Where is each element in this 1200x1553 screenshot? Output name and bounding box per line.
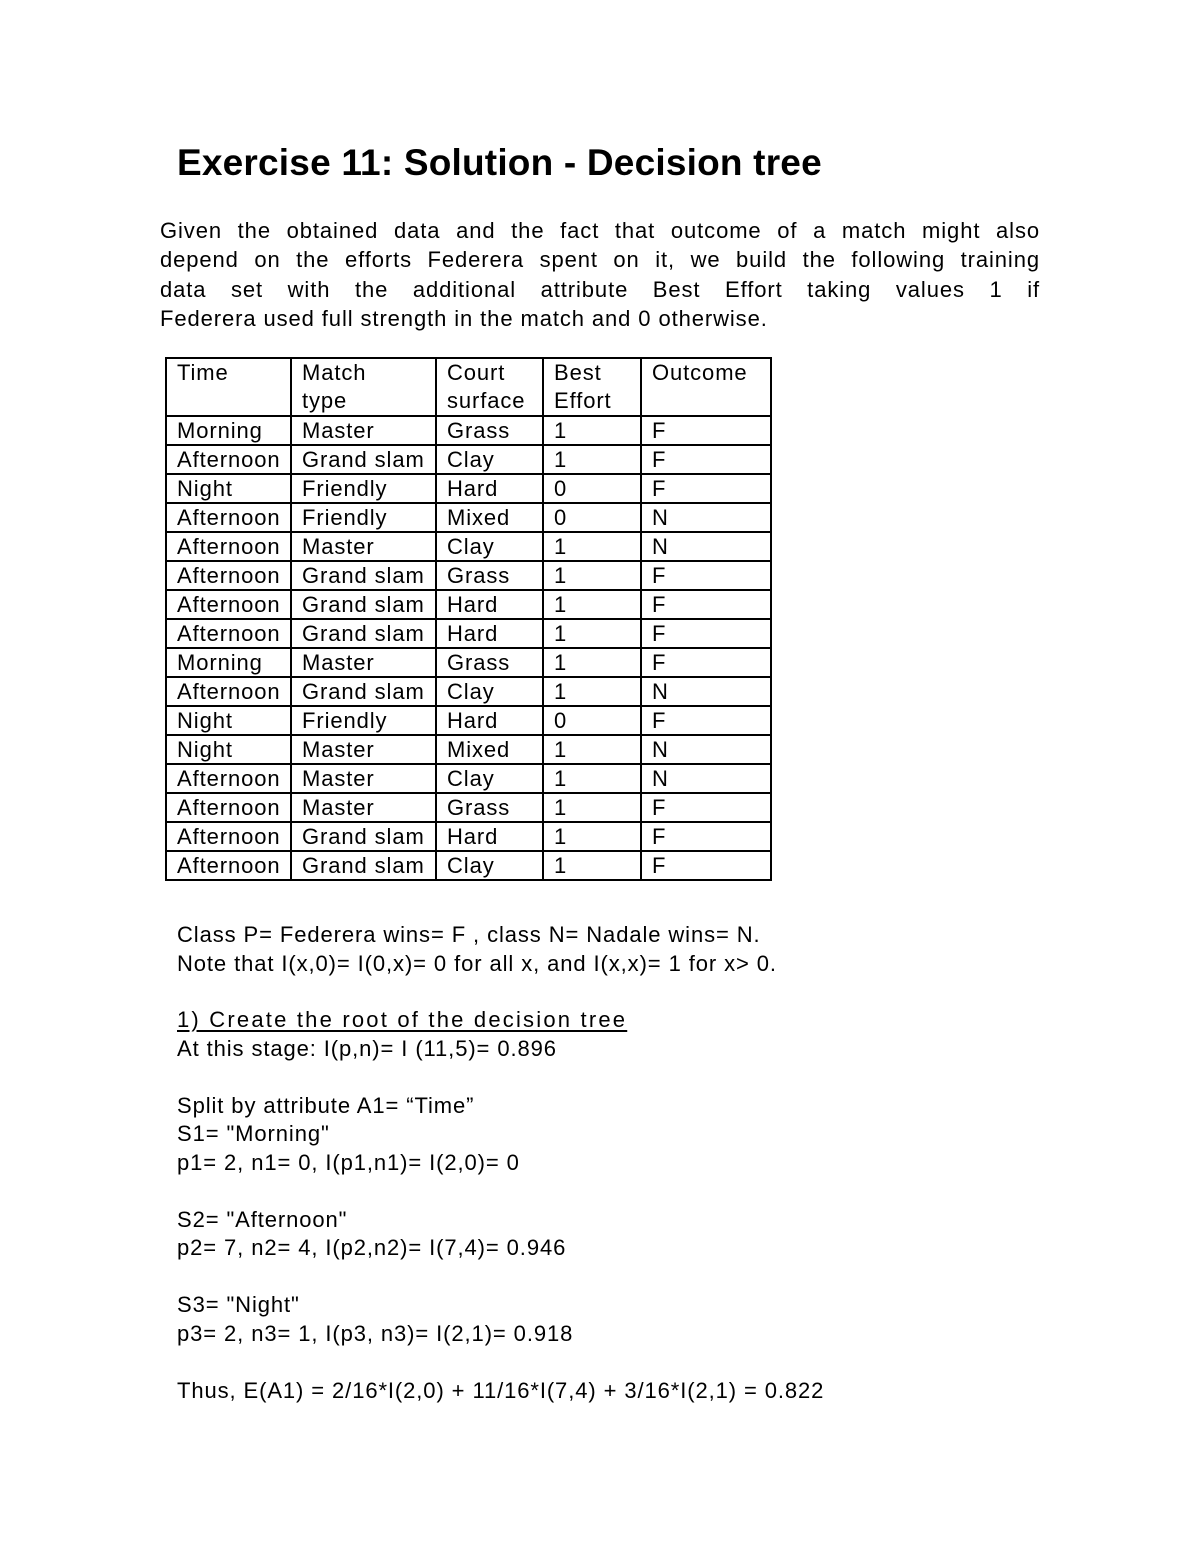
table-row — [166, 590, 771, 619]
court-surface-cell: Clay — [436, 677, 543, 706]
court-surface-cell: Mixed — [436, 735, 543, 764]
court-surface-cell: Hard — [436, 619, 543, 648]
training-data-table — [165, 357, 772, 881]
outcome-cell: F — [641, 793, 771, 822]
match-type-cell: Master — [291, 735, 436, 764]
best-effort-cell: 1 — [543, 619, 641, 648]
time-cell: Afternoon — [166, 445, 291, 474]
match-type-cell: Master — [291, 793, 436, 822]
outcome-cell: F — [641, 561, 771, 590]
best-effort-cell: 0 — [543, 503, 641, 532]
outcome-cell: N — [641, 735, 771, 764]
entropy-note: Note that I(x,0)= I(0,x)= 0 for all x, and I(x,x)= 1 for x> 0. — [177, 950, 777, 976]
time-cell: Afternoon — [166, 851, 291, 880]
stage-info: At this stage: I(p,n)= I (11,5)= 0.896 — [177, 1035, 557, 1061]
header-outcome: Outcome — [641, 358, 771, 416]
expected-entropy: Thus, E(A1) = 2/16*I(2,0) + 11/16*I(7,4) + 3/16*I(2,1) = 0.822 — [177, 1377, 825, 1403]
best-effort-cell: 1 — [543, 851, 641, 880]
best-effort-cell: 1 — [543, 590, 641, 619]
outcome-cell: F — [641, 590, 771, 619]
intro-paragraph — [160, 216, 1040, 333]
match-type-cell: Master — [291, 416, 436, 445]
time-cell: Afternoon — [166, 619, 291, 648]
best-effort-cell: 1 — [543, 416, 641, 445]
outcome-cell: N — [641, 503, 771, 532]
subset-s1-values: p1= 2, n1= 0, I(p1,n1)= I(2,0)= 0 — [177, 1149, 520, 1175]
court-surface-cell: Clay — [436, 532, 543, 561]
time-cell: Afternoon — [166, 561, 291, 590]
match-type-cell: Grand slam — [291, 822, 436, 851]
match-type-cell: Grand slam — [291, 561, 436, 590]
time-cell: Night — [166, 474, 291, 503]
table-row — [166, 793, 771, 822]
intro-line: Federera used full strength in the match and 0 otherwise. — [160, 305, 768, 331]
match-type-cell: Grand slam — [291, 851, 436, 880]
time-cell: Afternoon — [166, 590, 291, 619]
split-attribute: Split by attribute A1= “Time” — [177, 1092, 475, 1118]
match-type-cell: Friendly — [291, 503, 436, 532]
intro-line: data set with the additional attribute Best Effort taking values 1 if — [160, 276, 1040, 302]
best-effort-cell: 1 — [543, 822, 641, 851]
outcome-cell: F — [641, 822, 771, 851]
table-row — [166, 416, 771, 445]
best-effort-cell: 1 — [543, 648, 641, 677]
page-title: Exercise 11: Solution - Decision tree — [177, 142, 822, 183]
court-surface-cell: Hard — [436, 590, 543, 619]
time-cell: Afternoon — [166, 793, 291, 822]
header-match-type: Match type — [291, 358, 436, 416]
section-heading: 1) Create the root of the decision tree — [177, 1007, 628, 1032]
court-surface-cell: Grass — [436, 561, 543, 590]
section-root-creation — [177, 1006, 824, 1405]
table-row — [166, 677, 771, 706]
match-type-cell: Grand slam — [291, 445, 436, 474]
best-effort-cell: 0 — [543, 706, 641, 735]
match-type-cell: Friendly — [291, 474, 436, 503]
subset-s1: S1= "Morning" — [177, 1121, 330, 1146]
match-type-cell: Grand slam — [291, 677, 436, 706]
table-row — [166, 851, 771, 880]
outcome-cell: F — [641, 648, 771, 677]
court-surface-cell: Grass — [436, 793, 543, 822]
best-effort-cell: 1 — [543, 764, 641, 793]
table-row — [166, 503, 771, 532]
time-cell: Morning — [166, 648, 291, 677]
header-court-surface: Court surface — [436, 358, 543, 416]
court-surface-cell: Hard — [436, 822, 543, 851]
court-surface-cell: Clay — [436, 445, 543, 474]
best-effort-cell: 0 — [543, 474, 641, 503]
court-surface-cell: Clay — [436, 764, 543, 793]
subset-s2: S2= "Afternoon" — [177, 1206, 348, 1232]
subset-s2-values: p2= 7, n2= 4, I(p2,n2)= I(7,4)= 0.946 — [177, 1235, 567, 1260]
court-surface-cell: Hard — [436, 474, 543, 503]
court-surface-cell: Grass — [436, 416, 543, 445]
table-row — [166, 619, 771, 648]
intro-line: Given the obtained data and the fact that outcome of a match might also — [160, 218, 1040, 243]
outcome-cell: F — [641, 851, 771, 880]
header-best-effort: Best Effort — [543, 358, 641, 416]
table-row — [166, 735, 771, 764]
best-effort-cell: 1 — [543, 532, 641, 561]
time-cell: Afternoon — [166, 503, 291, 532]
table-row — [166, 648, 771, 677]
outcome-cell: N — [641, 532, 771, 561]
time-cell: Night — [166, 735, 291, 764]
table-row — [166, 706, 771, 735]
match-type-cell: Master — [291, 764, 436, 793]
best-effort-cell: 1 — [543, 561, 641, 590]
outcome-cell: N — [641, 677, 771, 706]
time-cell: Afternoon — [166, 764, 291, 793]
class-definition: Class P= Federera wins= F , class N= Nadale wins= N. — [177, 922, 761, 947]
table-row — [166, 822, 771, 851]
table-row — [166, 532, 771, 561]
time-cell: Morning — [166, 416, 291, 445]
outcome-cell: F — [641, 416, 771, 445]
best-effort-cell: 1 — [543, 445, 641, 474]
court-surface-cell: Grass — [436, 648, 543, 677]
best-effort-cell: 1 — [543, 677, 641, 706]
time-cell: Night — [166, 706, 291, 735]
class-notes — [177, 921, 777, 978]
table-row — [166, 561, 771, 590]
time-cell: Afternoon — [166, 677, 291, 706]
table-row — [166, 474, 771, 503]
court-surface-cell: Mixed — [436, 503, 543, 532]
outcome-cell: F — [641, 619, 771, 648]
match-type-cell: Friendly — [291, 706, 436, 735]
table-row — [166, 764, 771, 793]
best-effort-cell: 1 — [543, 793, 641, 822]
match-type-cell: Grand slam — [291, 619, 436, 648]
outcome-cell: F — [641, 474, 771, 503]
court-surface-cell: Hard — [436, 706, 543, 735]
table-row — [166, 445, 771, 474]
match-type-cell: Master — [291, 532, 436, 561]
time-cell: Afternoon — [166, 822, 291, 851]
outcome-cell: F — [641, 706, 771, 735]
court-surface-cell: Clay — [436, 851, 543, 880]
best-effort-cell: 1 — [543, 735, 641, 764]
header-time: Time — [166, 358, 291, 416]
outcome-cell: F — [641, 445, 771, 474]
match-type-cell: Master — [291, 648, 436, 677]
subset-s3: S3= "Night" — [177, 1292, 300, 1317]
time-cell: Afternoon — [166, 532, 291, 561]
table-header-row — [166, 358, 771, 416]
match-type-cell: Grand slam — [291, 590, 436, 619]
intro-line: depend on the efforts Federera spent on it, we build the following training — [160, 247, 1040, 273]
outcome-cell: N — [641, 764, 771, 793]
subset-s3-values: p3= 2, n3= 1, I(p3, n3)= I(2,1)= 0.918 — [177, 1320, 574, 1346]
